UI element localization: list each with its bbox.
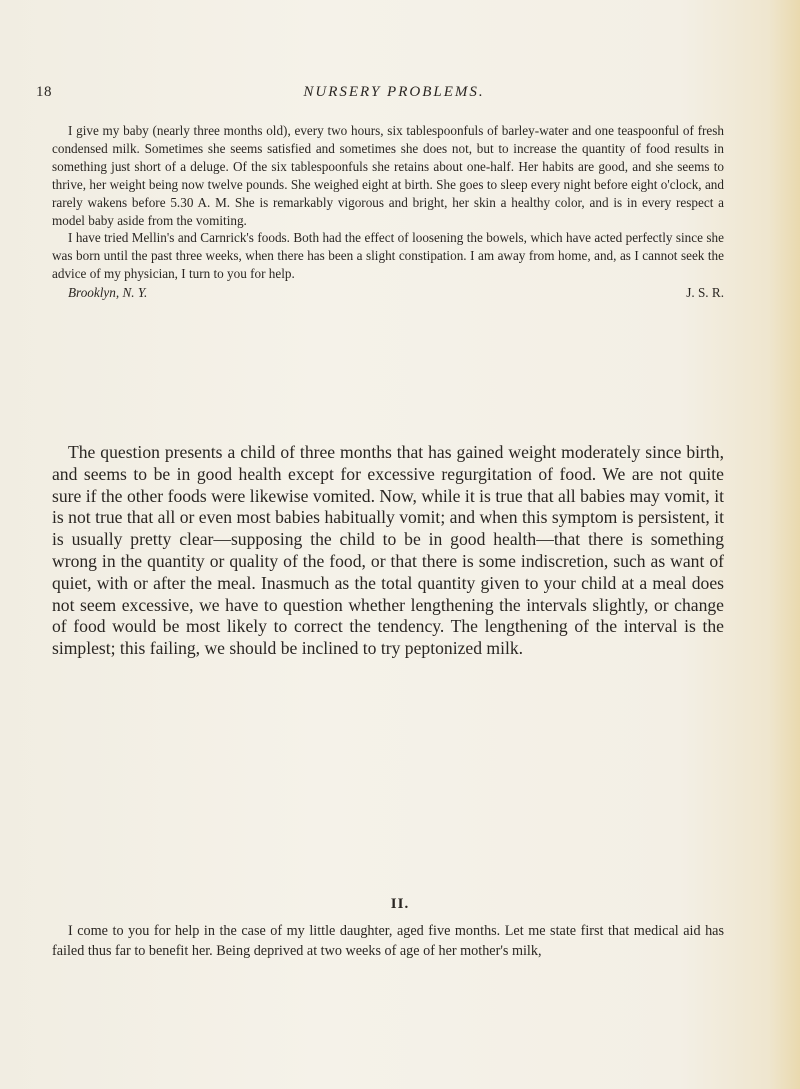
response-paragraph: The question presents a child of three months that has gained weight moderately since birth, and seems to be in good health except for excessive regurgitation of food. We are not quite sure if the other foods were likewise vomited. Now, while it is true that all babies may vomit, it is not true that all or even most babies habitually vomit; and when this symptom is persistent, it is usually pretty clear—supposing the child to be in good health—that there is something wrong in the quantity or quality of the food, or that there is some indiscretion, such as want of quiet, with or after the meal. Inasmuch as the total quantity given to your child at a meal does not seem excessive, we have to question whether lengthening the intervals slightly, or change of food would be most likely to correct the tendency. The lengthening of the interval is the simplest; this failing, we should be inclined to try peptonized milk. [52, 442, 724, 659]
reader-letter-two [52, 922, 724, 961]
section-numeral: II. [390, 896, 410, 912]
letter-place: Brooklyn, N. Y. [68, 285, 148, 301]
editor-response [52, 442, 724, 660]
letter-paragraph: I come to you for help in the case of my little daughter, aged five months. Let me state first that medical aid has failed thus far to benefit her. Being deprived at two weeks of age of her mother's milk, [52, 923, 724, 959]
letter-initials: J. S. R. [686, 285, 724, 301]
letter-paragraph: I have tried Mellin's and Carnrick's foods. Both had the effect of loosening the bowels, which have acted perfectly since she was born until the past three weeks, when there has been a slight constipation. I am away from home, and, as I cannot seek the advice of my physician, I turn to you for help. [52, 230, 724, 282]
page-number: 18 [36, 84, 52, 100]
running-head [36, 84, 752, 108]
reader-letter-one [52, 122, 724, 304]
letter-signoff [52, 284, 724, 304]
letter-paragraph: I give my baby (nearly three months old), every two hours, six tablespoonfuls of barley-water and one teaspoonful of fresh condensed milk. Sometimes she seems satisfied and sometimes she does not, but to increase the quantity of food results in something just short of a deluge. Of the six tablespoonfuls she retains about one-half. Her habits are good, and she seems to thrive, her weight being now twelve pounds. She weighed eight at birth. She goes to sleep every night before eight o'clock, and rarely wakens before 5.30 A. M. She is remarkably vigorous and bright, her skin a healthy color, and is in every respect a model baby aside from the vomiting. [52, 123, 724, 228]
running-title: NURSERY PROBLEMS. [303, 84, 485, 100]
